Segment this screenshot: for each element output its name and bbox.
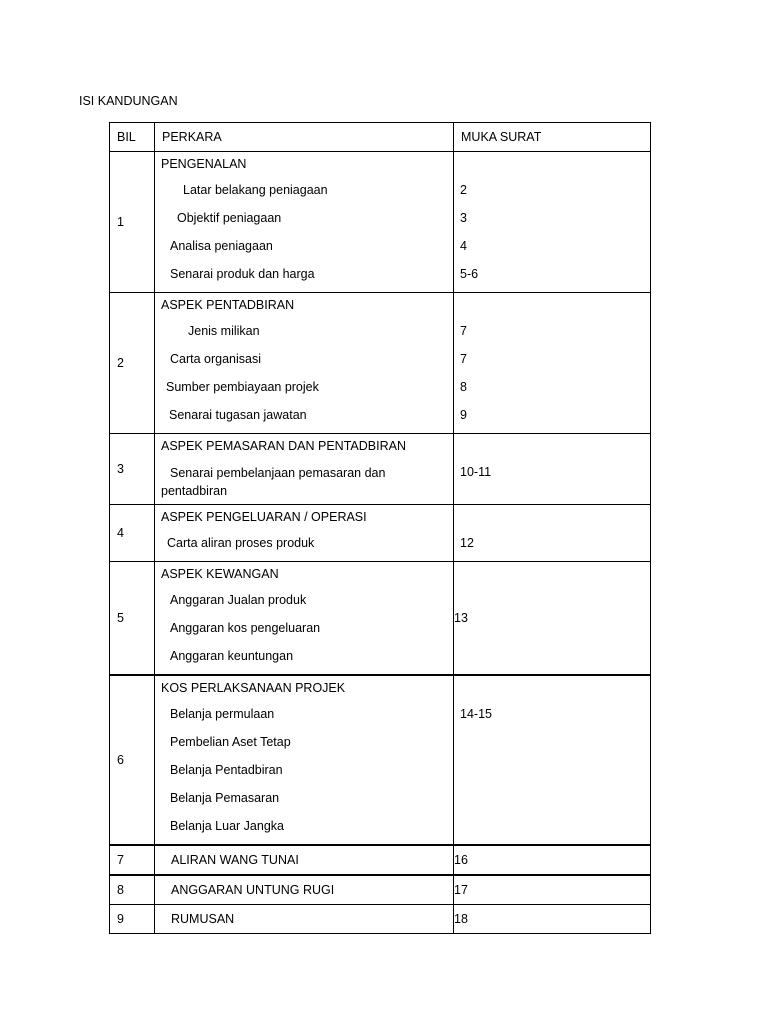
row-pages — [454, 505, 651, 562]
page-number: 4 — [460, 239, 467, 253]
page-number: 18 — [454, 905, 651, 934]
page-number: 17 — [454, 875, 651, 905]
page-number: 8 — [460, 380, 467, 394]
page-number: 3 — [460, 211, 467, 225]
list-item: Belanja Pemasaran — [170, 791, 280, 805]
header-bil: BIL — [110, 123, 155, 152]
section-title: ASPEK KEWANGAN — [161, 567, 279, 581]
row-content — [155, 293, 454, 434]
table-row — [110, 875, 651, 905]
section-title: ANGGARAN UNTUNG RUGI — [155, 875, 454, 905]
header-perkara: PERKARA — [155, 123, 454, 152]
row-content — [155, 434, 454, 505]
list-item: Analisa peniagaan — [170, 239, 273, 253]
list-item: Anggaran kos pengeluaran — [170, 621, 321, 635]
row-number: 5 — [110, 562, 155, 676]
list-item: Jenis milikan — [188, 324, 260, 338]
document-title: ISI KANDUNGAN — [79, 94, 178, 108]
table-row — [110, 675, 651, 845]
section-title: ASPEK PENTADBIRAN — [161, 298, 295, 312]
row-content — [155, 505, 454, 562]
row-number: 4 — [110, 505, 155, 562]
list-item: Latar belakang peniagaan — [183, 183, 328, 197]
list-item: Anggaran keuntungan — [170, 649, 294, 663]
row-number: 6 — [110, 675, 155, 845]
table-row — [110, 152, 651, 293]
list-item: Senarai tugasan jawatan — [169, 408, 307, 422]
page-number: 10-11 — [460, 465, 492, 479]
section-title: KOS PERLAKSANAAN PROJEK — [161, 681, 346, 695]
table-row — [110, 845, 651, 875]
row-content — [155, 562, 454, 676]
page-number: 9 — [460, 408, 467, 422]
row-number: 9 — [110, 905, 155, 934]
table-header-row — [110, 123, 651, 152]
table-row — [110, 505, 651, 562]
row-number: 7 — [110, 845, 155, 875]
page-number: 16 — [454, 845, 651, 875]
table-row — [110, 293, 651, 434]
list-item: Belanja permulaan — [170, 707, 275, 721]
page-number: 7 — [460, 324, 467, 338]
table-row — [110, 434, 651, 505]
section-title: ASPEK PENGELUARAN / OPERASI — [161, 510, 367, 524]
row-content — [155, 152, 454, 293]
page-number: 2 — [460, 183, 467, 197]
page-number: 5-6 — [460, 267, 479, 281]
list-item: Anggaran Jualan produk — [170, 593, 307, 607]
list-item: Belanja Pentadbiran — [170, 763, 283, 777]
table-row — [110, 562, 651, 676]
page-number: 13 — [454, 611, 468, 625]
page-number: 7 — [460, 352, 467, 366]
page-number: 12 — [460, 536, 474, 550]
row-number: 3 — [110, 434, 155, 505]
row-number: 1 — [110, 152, 155, 293]
list-item: Sumber pembiayaan projek — [166, 380, 319, 394]
table-row — [110, 905, 651, 934]
row-number: 8 — [110, 875, 155, 905]
row-pages — [454, 434, 651, 505]
section-title: PENGENALAN — [161, 157, 247, 171]
row-pages — [454, 152, 651, 293]
list-item: Pembelian Aset Tetap — [170, 735, 291, 749]
list-item: Carta organisasi — [170, 352, 262, 366]
list-item: Belanja Luar Jangka — [170, 819, 284, 833]
row-pages — [454, 293, 651, 434]
page-number: 14-15 — [460, 707, 492, 721]
section-title: ALIRAN WANG TUNAI — [155, 845, 454, 875]
header-muka-surat: MUKA SURAT — [454, 123, 651, 152]
list-item: Senarai produk dan harga — [170, 267, 315, 281]
row-number: 2 — [110, 293, 155, 434]
list-item: Carta aliran proses produk — [167, 536, 315, 550]
row-pages — [454, 675, 651, 845]
table-of-contents — [109, 122, 651, 934]
section-title: ASPEK PEMASARAN DAN PENTADBIRAN — [161, 439, 406, 453]
list-item: Objektif peniagaan — [177, 211, 282, 225]
list-item: Senarai pembelanjaan pemasaran dan pentadbiran — [161, 466, 386, 498]
section-title: RUMUSAN — [155, 905, 454, 934]
row-pages — [454, 562, 651, 676]
row-content — [155, 675, 454, 845]
